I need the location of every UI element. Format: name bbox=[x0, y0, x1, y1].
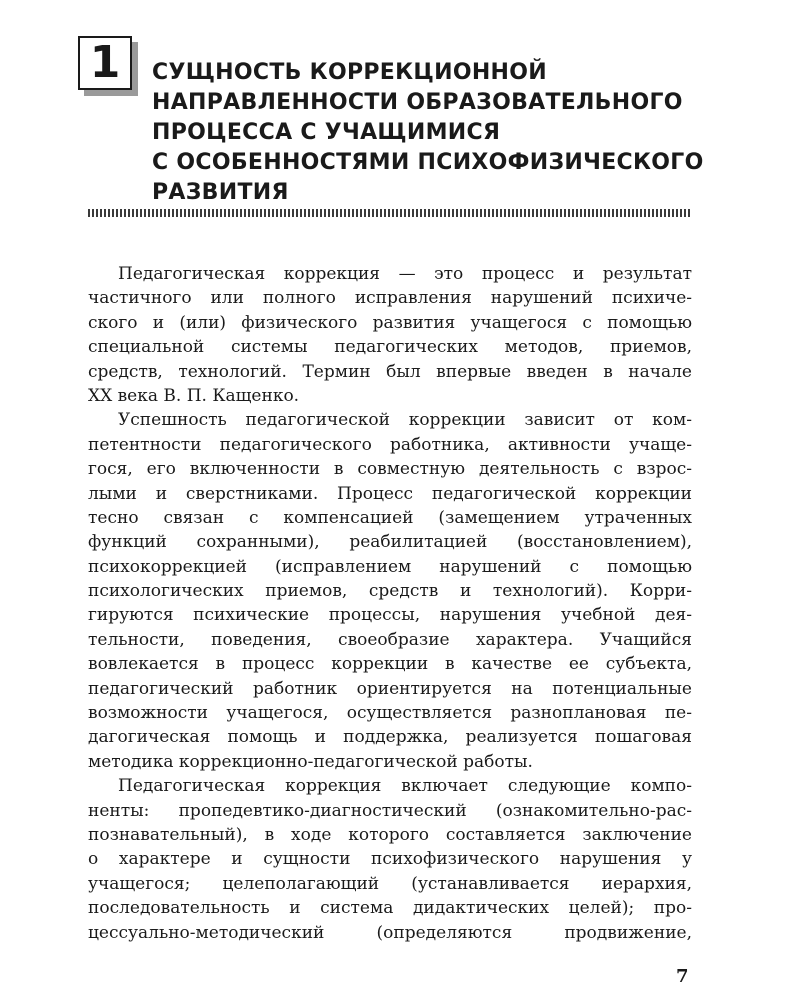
text-line: лыми и сверстниками. Процесс педагогической коррекции bbox=[88, 483, 692, 504]
text-line: вовлекается в процесс коррекции в качестве ее субъекта, bbox=[88, 654, 692, 675]
text-line: Педагогическая коррекция включает следующие компо- bbox=[118, 776, 692, 797]
chapter-title bbox=[152, 58, 732, 208]
text-line: гося, его включенности в совместную деятельность с взрос- bbox=[88, 459, 692, 480]
text-line: цессуально-методический (определяются продвижение, bbox=[88, 922, 692, 943]
chapter-title-line: ПРОЦЕССА С УЧАЩИМИСЯ bbox=[152, 120, 501, 145]
chapter-title-line: СУЩНОСТЬ КОРРЕКЦИОННОЙ bbox=[152, 60, 547, 85]
chapter-number: 1 bbox=[78, 36, 132, 90]
text-line: средств, технологий. Термин был впервые введен в начале bbox=[88, 361, 692, 382]
text-line: познавательный), в ходе которого составляется заключение bbox=[88, 824, 692, 845]
text-line: тельности, поведения, своеобразие характера. Учащийся bbox=[88, 629, 692, 650]
text-line: Успешность педагогической коррекции зависит от ком- bbox=[118, 410, 692, 431]
body-text bbox=[88, 262, 692, 945]
text-line: специальной системы педагогических методов, приемов, bbox=[88, 337, 692, 358]
text-line: ненты: пропедевтико-диагностический (ознакомительно-рас- bbox=[88, 800, 692, 821]
text-line: тесно связан с компенсацией (замещением утраченных bbox=[88, 507, 692, 528]
text-line: психокоррекцией (исправлением нарушений с помощью bbox=[88, 556, 692, 577]
text-line: петентности педагогического работника, активности учаще- bbox=[88, 434, 692, 455]
text-line: ского и (или) физического развития учащегося с помощью bbox=[88, 312, 692, 333]
title-divider bbox=[88, 209, 692, 217]
chapter-title-line: НАПРАВЛЕННОСТИ ОБРАЗОВАТЕЛЬНОГО bbox=[152, 90, 683, 115]
chapter-title-line: С ОСОБЕННОСТЯМИ ПСИХОФИЗИЧЕСКОГО bbox=[152, 150, 704, 175]
text-line: учащегося; целеполагающий (устанавливается иерархия, bbox=[88, 873, 692, 894]
text-line: XX века В. П. Кащенко. bbox=[88, 385, 300, 406]
chapter-title-line: РАЗВИТИЯ bbox=[152, 180, 289, 205]
text-line: дагогическая помощь и поддержка, реализуется пошаговая bbox=[88, 727, 692, 748]
chapter-number-box bbox=[78, 36, 134, 92]
text-line: методика коррекционно-педагогической работы. bbox=[88, 751, 533, 772]
text-line: последовательность и система дидактических целей); про- bbox=[88, 898, 692, 919]
text-line: возможности учащегося, осуществляется разноплановая пе- bbox=[88, 703, 692, 724]
text-line: частичного или полного исправления нарушений психиче- bbox=[88, 288, 692, 309]
text-line: психологических приемов, средств и технологий). Корри- bbox=[88, 581, 692, 602]
text-line: Педагогическая коррекция — это процесс и результат bbox=[118, 264, 692, 284]
text-line: гируются психические процессы, нарушения учебной дея- bbox=[88, 605, 692, 626]
page-number: 7 bbox=[676, 966, 689, 987]
text-line: функций сохранными), реабилитацией (восстановлением), bbox=[88, 532, 692, 553]
text-line: педагогический работник ориентируется на потенциальные bbox=[88, 678, 692, 699]
text-line: о характере и сущности психофизического нарушения у bbox=[88, 849, 692, 870]
